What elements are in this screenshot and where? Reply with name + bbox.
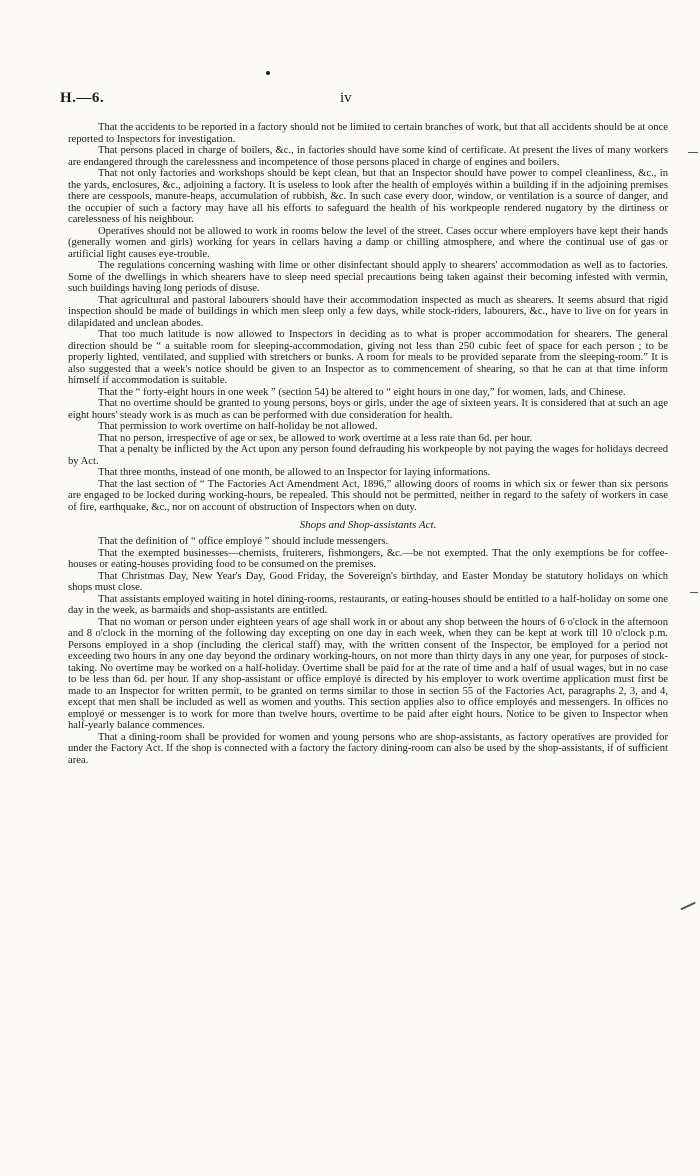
paragraph: That the “ forty-eight hours in one week ” (section 54) be altered to “ eight hours in one day,” for women, lads, and Chinese.: [98, 386, 626, 398]
paragraph: That a dining-room shall be provided for women and young persons who are shop-assistants, as factory operatives are provided for under the Factory Act. If the shop is connected with a factory the factory dining-room can also be used by the shop-assistants, if of sufficient area.: [68, 731, 668, 766]
margin-mark: [690, 592, 698, 593]
document-body: [68, 122, 668, 766]
paragraph: That assistants employed waiting in hotel dining-rooms, restaurants, or eating-houses should be entitled to a half-holiday on some one day in the week, as barmaids and shop-assistants are entitled.: [68, 593, 668, 616]
paragraph: That no woman or person under eighteen years of age shall work in or about any shop between the hours of 6 o'clock in the afternoon and 8 o'clock in the morning of the following day excepting on one day in each week, when they can be kept at work till 10 o'clock p.m. Persons employed in a shop (including the clerical staff) may, with the written consent of the Inspector, be employed for a period not exceeding two hours in any one day beyond the ordinary working-hours, on not more than thirty days in any one year, for purposes of stock-taking. No overtime may be worked on a half-holiday. Overtime shall be paid for at the rate of time and a half of usual wages, but in no case to be less than 6d. per hour. If any shop-assistant or office employé is directed by his employer to work overtime application must first be made to an Inspector for written permit, to be granted on terms similar to those in section 55 of the Factories Act, paragraphs 2, 3, and 4, except that men shall be included as well as women and youths. This section applies also to office employés and messengers. In offices no employé or messenger is to work for more than twelve hours, overtime to be paid after eight hours. Notice to be given to Inspector when half-yearly balance commences.: [68, 616, 668, 731]
paragraph: That no overtime should be granted to young persons, boys or girls, under the age of sixteen years. It is considered that at such an age eight hours' steady work is as much as can be performed with due consideration for health.: [68, 398, 668, 421]
paragraph: That a penalty be inflicted by the Act upon any person found defrauding his workpeople by not paying the wages for holidays decreed by Act.: [68, 444, 668, 467]
paragraph: That the accidents to be reported in a factory should not be limited to certain branches of work, but that all accidents should be at once reported to Inspectors for investigation.: [68, 122, 668, 145]
document-code: H.—6.: [60, 90, 105, 106]
margin-mark: [680, 902, 695, 911]
page-number: iv: [340, 90, 352, 106]
paragraph: That the exempted businesses—chemists, fruiterers, fishmongers, &c.—be not exempted. That the only exemptions be for coffee-houses or eating-houses providing food to be consumed on the premises.: [68, 547, 668, 570]
paragraph: That not only factories and workshops should be kept clean, but that an Inspector should have power to compel cleanliness, &c., in the yards, enclosures, &c., adjoining a factory. It is useless to look after the health of employés within a building if in the adjoining premises there are cesspools, manure-heaps, accumulation of rubbish, &c. In such case every door, window, or ventilation is a source of danger, and the occupier of such a factory may have all his efforts to safeguard the health of his workpeople rendered nugatory by the dirtiness or carelessness of his neighbour.: [68, 168, 668, 225]
paragraph: That too much latitude is now allowed to Inspectors in deciding as to what is proper accommodation for shearers. The general direction should be “ a suitable room for sleeping-accommodation, giving not less than 250 cubic feet of space for each person ; to be properly lighted, ventilated, and supplied with stretchers or bunks. A room for meals to be provided separate from the sleeping-room.” It is also suggested that a week's notice should be given to an Inspector as to commencement of shearing, so that he can at that time inform himself if accommodation is suitable.: [68, 329, 668, 386]
paragraph: That the definition of “ office employé ” should include messengers.: [98, 536, 389, 547]
paragraph: That the last section of “ The Factories Act Amendment Act, 1896,” allowing doors of rooms in which six or fewer than six persons are engaged to be locked during working-hours, be repealed. This should not be permitted, neither in regard to the safety of workers in case of fire, earthquake, &c., nor on account of obstruction of Inspectors when on duty.: [68, 478, 668, 513]
paragraph: That agricultural and pastoral labourers should have their accommodation inspected as much as shearers. It seems absurd that rigid inspection should be made of buildings in which men sleep only a few days, while stock-riders, labourers, &c., have to live on for years in dilapidated and unclean abodes.: [68, 294, 668, 329]
paragraph: The regulations concerning washing with lime or other disinfectant should apply to shearers' accommodation as well as to factories. Some of the dwellings in which shearers have to sleep need special precautions being taken against their becoming infested with vermin, such buildings having long periods of disuse.: [68, 260, 668, 294]
paragraph: That permission to work overtime on half-holiday be not allowed.: [98, 421, 378, 432]
paragraph: That no person, irrespective of age or sex, be allowed to work overtime at a less rate than 6d. per hour.: [98, 432, 533, 444]
paragraph: That persons placed in charge of boilers, &c., in factories should have some kind of certificate. At present the lives of many workers are endangered through the carelessness and incompetence of those persons placed in charge of engines and boilers.: [68, 145, 668, 168]
page-header: [60, 90, 660, 112]
margin-mark: [688, 152, 698, 153]
page-dot-mark: [266, 71, 270, 75]
paragraph: Operatives should not be allowed to work in rooms below the level of the street. Cases occur where employers have kept their hands (generally women and girls) working for years in cellars having a damp or chilling atmosphere, and where the continual use of gas or artificial light causes eye-trouble.: [68, 225, 668, 260]
paragraph: That Christmas Day, New Year's Day, Good Friday, the Sovereign's birthday, and Easter Monday be statutory holidays on which shops must close.: [68, 570, 668, 593]
paragraph: That three months, instead of one month, be allowed to an Inspector for laying informations.: [98, 467, 491, 478]
section-heading: Shops and Shop-assistants Act.: [299, 519, 437, 531]
